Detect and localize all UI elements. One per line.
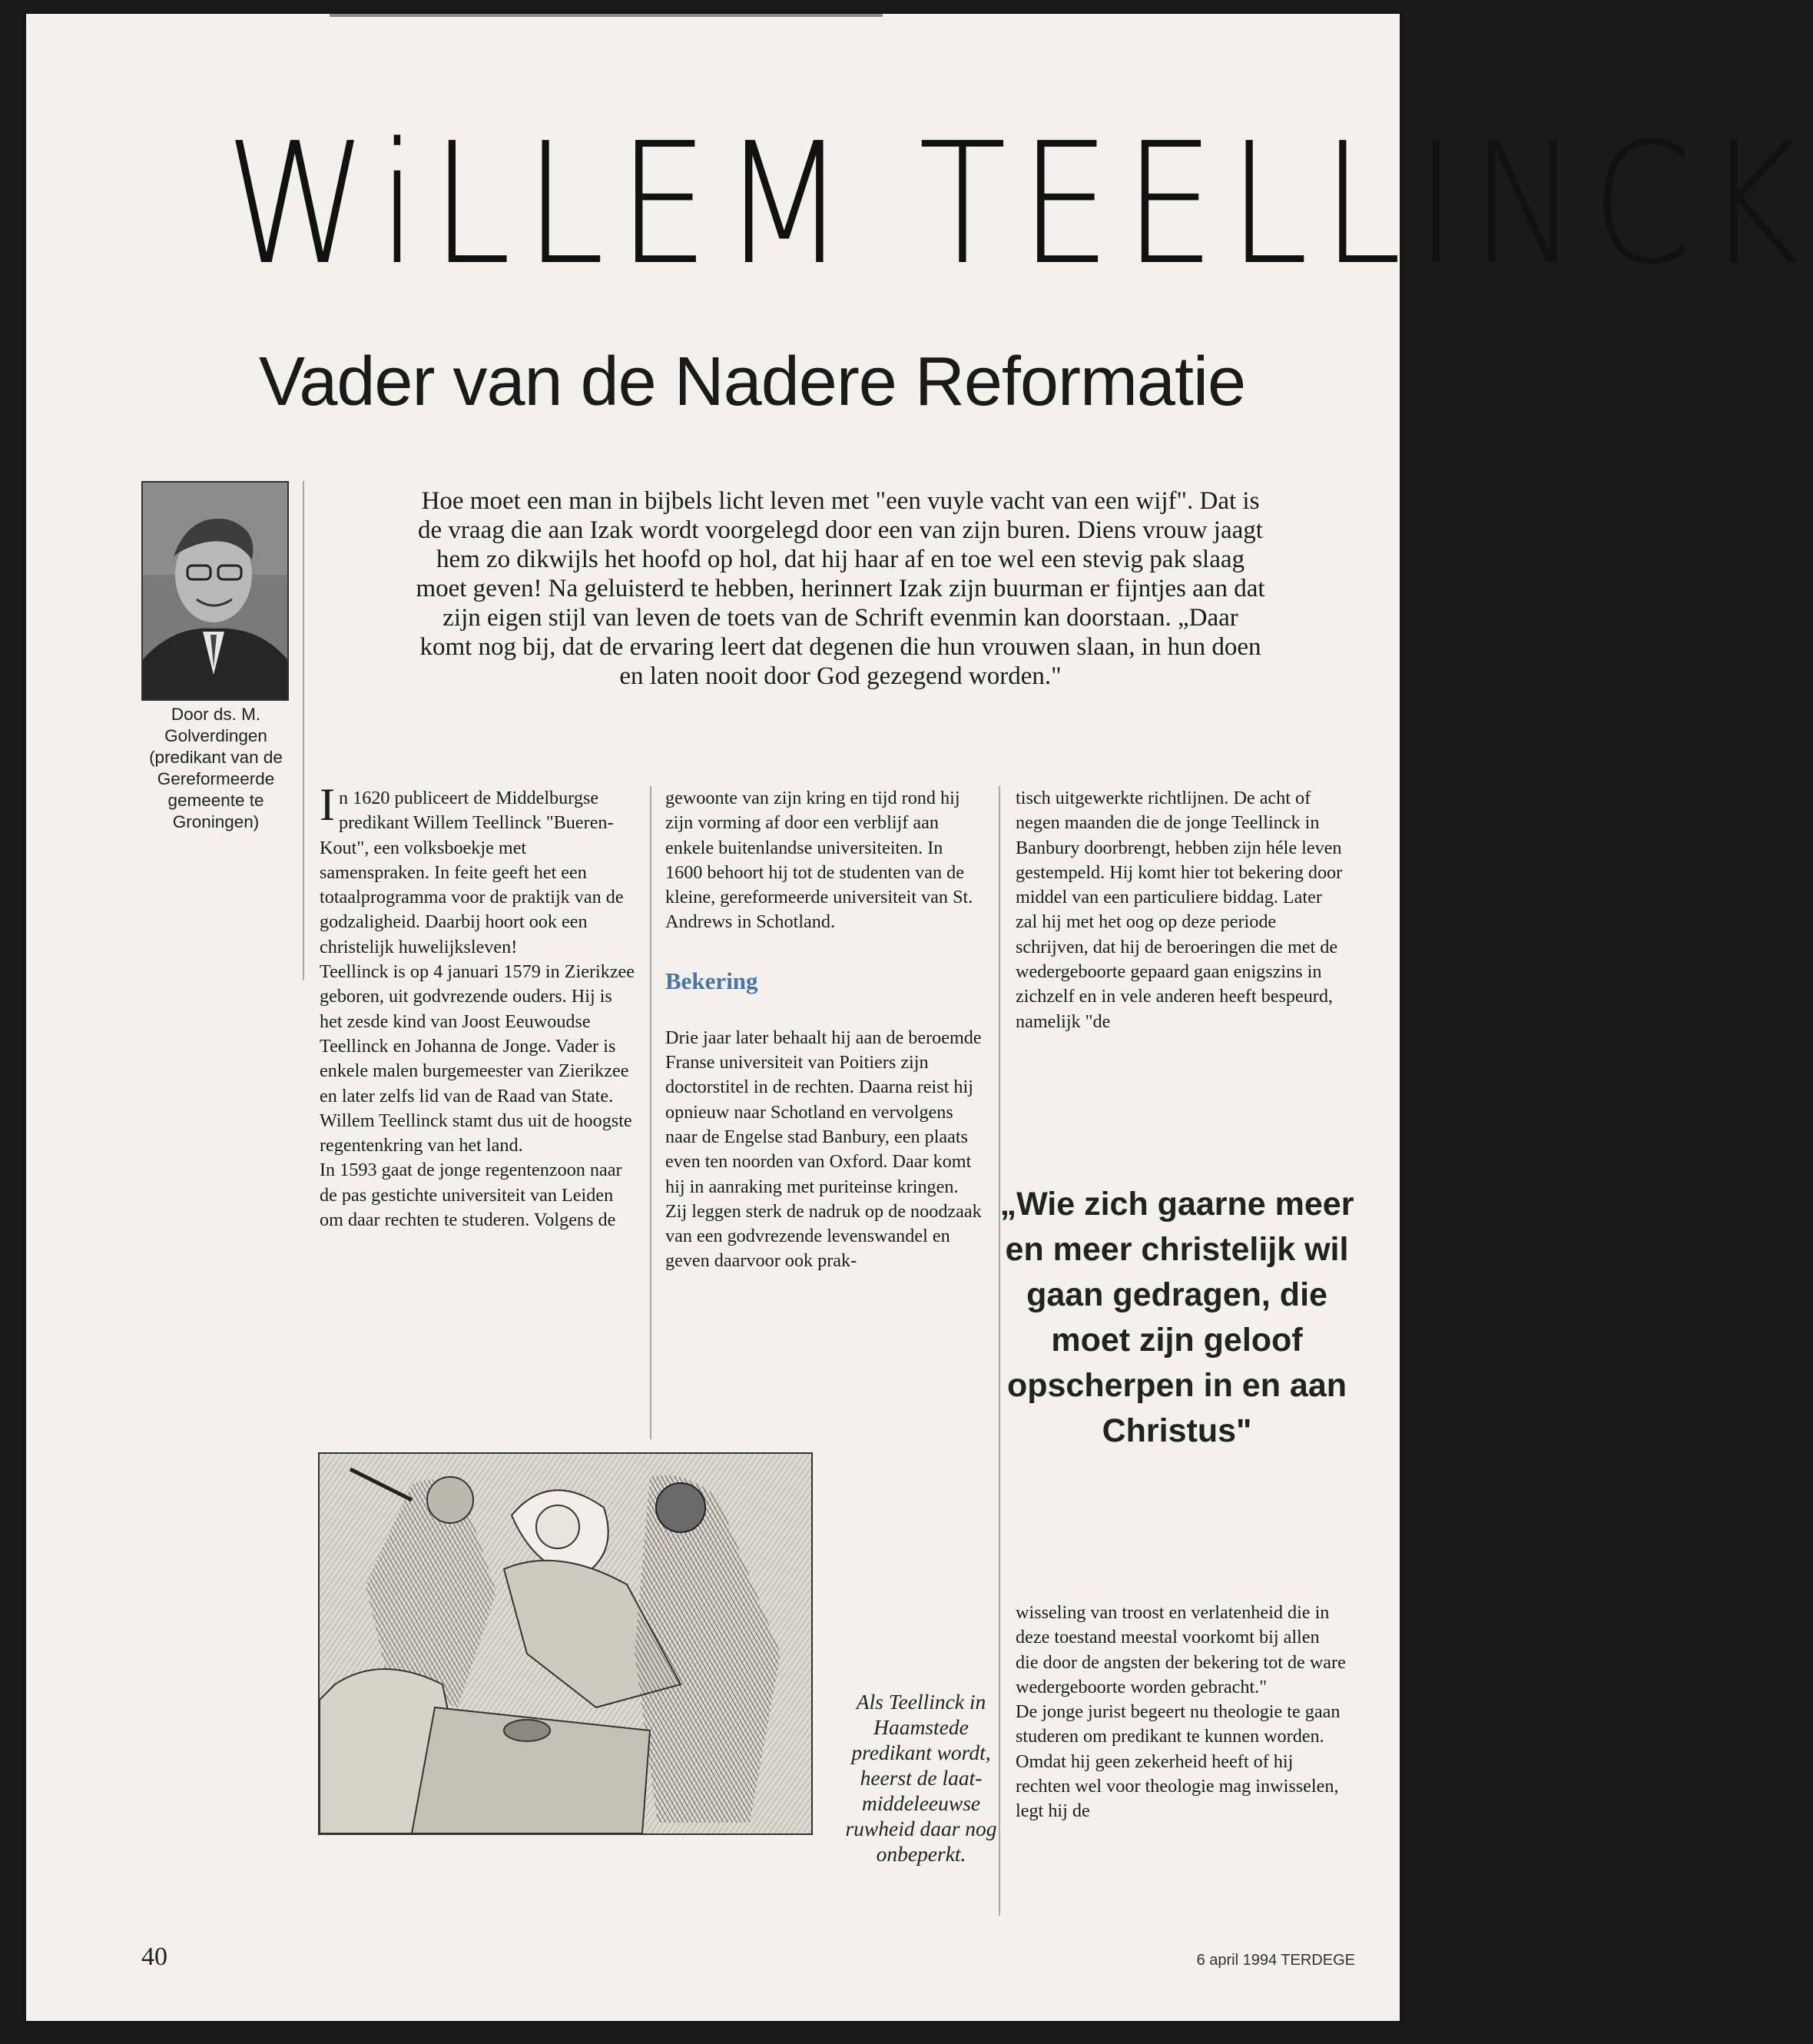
paragraph: gewoonte van zijn kring en tijd rond hij zijn vorming af door een verblijf aan enkele buitenlandse universiteiten. In 1600 behoort hij tot de studenten van de kleine, gereformeerde universiteit van St. Andrews in Schotland. <box>665 788 973 933</box>
engraving-icon <box>320 1454 811 1833</box>
issue-date: 6 april 1994 TERDEGE <box>1196 1952 1355 1969</box>
author-portrait <box>141 481 289 701</box>
paragraph: Drie jaar later behaalt hij aan de beroemde Franse universiteit van Poitiers zijn doctorstitel in de rechten. Daarna reist hij opnieuw naar Schotland en vervolgens naar de Engelse stad Banbury, een plaats even ten noorden van Oxford. Daar komt hij in aanraking met puriteinse kringen. Zij leggen sterk de nadruk op de noodzaak van een godvrezende levenswandel en geven daarvoor ook prak- <box>665 1027 982 1272</box>
author-caption: Door ds. M. Golverdingen (predikant van de Gereformeerde gemeente te Groningen) <box>149 705 283 831</box>
paragraph: wisseling van troost en verlatenheid die in deze toestand meestal voorkomt bij allen die door de angsten der bekering tot de ware wedergeboorte worden gebracht." <box>1016 1602 1346 1697</box>
page-number: 40 <box>141 1943 167 1971</box>
paragraph-text: n 1620 publiceert de Middelburgse predikant Willem Teellinck "Bueren-Kout", een volksboekje met samenspraken. In feite geeft het een totaalprogramma voor de praktijk van de godzaligheid. Daarbij hoort ook een christelijk huwelijksleven! <box>320 788 624 957</box>
pull-quote: „Wie zich gaarne meer en meer christelijk wil gaan gedragen, die moet zijn geloof opscherpen in en aan Christus" <box>999 1186 1354 1449</box>
portrait-illustration <box>143 483 287 699</box>
paragraph: Teellinck is op 4 januari 1579 in Zierikzee geboren, uit godvrezende ouders. Hij is het zesde kind van Joost Eeuwoudse Teellinck en Johanna de Jonge. Vader is enkele malen burgemeester van Zierikzee en later zelfs lid van de Raad van State. Willem Teellinck stamt dus uit de hoogste regentenkring van het land. <box>320 961 635 1156</box>
column-divider <box>303 481 304 981</box>
paragraph: De jonge jurist begeert nu theologie te gaan studeren om predikant te kunnen worden. Omdat hij geen zekerheid heeft of hij rechten wel voor theologie mag inwisselen, legt hij de <box>1016 1701 1341 1822</box>
column-2 <box>665 786 984 1274</box>
top-rule <box>330 14 883 17</box>
intro-paragraph: Hoe moet een man in bijbels licht leven met "een vuyle vacht van een wijf". Dat is de vraag die aan Izak wordt voorgelegd door een van zijn buren. Diens vrouw jaagt hem zo dikwijls het hoofd op hol, dat hij haar af en toe wel een stevig pak slaag moet geven! Na geluisterd te hebben, herinnert Izak zijn buurman er fijntjes aan dat zijn eigen stijl van leven de toets van de Schrift evenmin kan doorstaan. „Daar komt nog bij, dat de ervaring leert dat degenen die hun vrouwen slaan, in hun doen en laten nooit door God gezegend worden." <box>416 487 1265 690</box>
paragraph: In 1593 gaat de jonge regentenzoon naar de pas gestichte universiteit van Leiden om daar rechten te studeren. Volgens de <box>320 1160 622 1231</box>
column-1 <box>320 779 636 1233</box>
column-3-top <box>1016 786 1346 1034</box>
paragraph <box>320 779 636 960</box>
column-divider <box>650 786 651 1439</box>
paragraph: tisch uitgewerkte richtlijnen. De acht of negen maanden die de jonge Teellinck in Banbury doorbrengt, hebben zijn héle leven gestempeld. Hij komt hier tot bekering door middel van een particuliere biddag. Later zal hij met het oog op deze periode schrijven, dat hij de beroeringen die met de wedergeboorte gepaard gaan enigszins in zichzelf en in vele anderen heeft bespeurd, namelijk "de <box>1016 788 1343 1032</box>
column-3-bottom <box>1016 1601 1346 1824</box>
article-title: WiLLEM TEELLINCK <box>225 108 1813 302</box>
magazine-page <box>26 14 1813 2021</box>
drop-cap: I <box>320 779 335 830</box>
section-heading: Bekering <box>665 967 758 994</box>
image-caption: Als Teellinck in Haamstede predikant wordt, heerst de laat-middeleeuwse ruwheid daar nog onbeperkt. <box>845 1690 997 1866</box>
engraving-illustration <box>318 1452 813 1835</box>
article-subtitle: Vader van de Nadere Reformatie <box>258 343 1246 420</box>
